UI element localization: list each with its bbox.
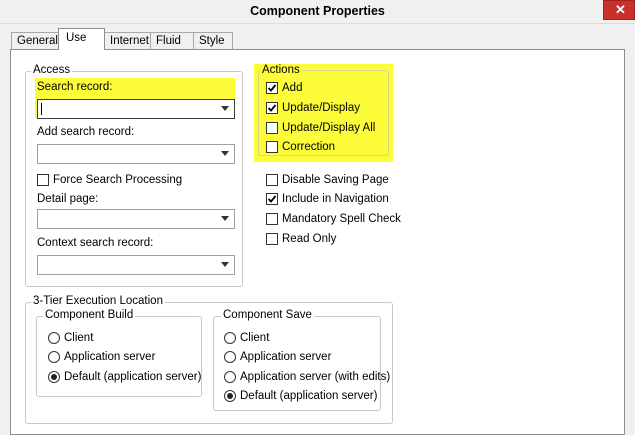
actions-legend: Actions bbox=[262, 64, 300, 76]
save-client-label: Client bbox=[240, 332, 270, 344]
build-default-label: Default (application server) bbox=[64, 371, 202, 383]
component-build-legend: Component Build bbox=[45, 309, 134, 321]
check-icon bbox=[267, 83, 277, 93]
check-icon bbox=[267, 194, 277, 204]
text-caret bbox=[41, 103, 42, 115]
build-application-server-radio[interactable] bbox=[48, 351, 60, 363]
context-search-record-label: Context search record: bbox=[37, 237, 154, 249]
search-record-combo[interactable] bbox=[37, 99, 235, 119]
tab-internet[interactable] bbox=[104, 32, 151, 49]
check-icon bbox=[267, 103, 277, 113]
chevron-down-icon bbox=[221, 106, 229, 111]
access-legend: Access bbox=[33, 64, 71, 76]
update-display-label: Update/Display bbox=[282, 102, 360, 114]
tab-style-label: Style bbox=[199, 35, 225, 47]
read-only-checkbox[interactable] bbox=[266, 233, 278, 245]
correction-label: Correction bbox=[282, 141, 336, 153]
tab-internet-label: Internet bbox=[110, 35, 149, 47]
save-application-server-with-edits-radio[interactable] bbox=[224, 371, 236, 383]
correction-checkbox[interactable] bbox=[266, 141, 278, 153]
build-default-radio[interactable] bbox=[48, 371, 60, 383]
chevron-down-icon bbox=[221, 262, 229, 267]
save-application-server-radio[interactable] bbox=[224, 351, 236, 363]
radio-selected-dot bbox=[51, 374, 57, 380]
mandatory-spell-check-checkbox[interactable] bbox=[266, 213, 278, 225]
tab-general-label: General bbox=[17, 35, 58, 47]
include-in-navigation-label: Include in Navigation bbox=[282, 193, 389, 205]
build-client-radio[interactable] bbox=[48, 332, 60, 344]
add-search-record-combo[interactable] bbox=[37, 144, 235, 164]
save-client-radio[interactable] bbox=[224, 332, 236, 344]
context-search-record-combo[interactable] bbox=[37, 255, 235, 275]
add-search-record-label: Add search record: bbox=[37, 126, 135, 138]
chevron-down-icon bbox=[221, 151, 229, 156]
tab-general[interactable] bbox=[11, 32, 59, 49]
disable-saving-page-checkbox[interactable] bbox=[266, 174, 278, 186]
include-in-navigation-checkbox[interactable] bbox=[266, 193, 278, 205]
update-display-all-label: Update/Display All bbox=[282, 122, 376, 134]
read-only-label: Read Only bbox=[282, 233, 337, 245]
save-default-radio[interactable] bbox=[224, 390, 236, 402]
save-default-label: Default (application server) bbox=[240, 390, 378, 402]
build-client-label: Client bbox=[64, 332, 94, 344]
update-display-checkbox[interactable] bbox=[266, 102, 278, 114]
detail-page-label: Detail page: bbox=[37, 193, 99, 205]
search-record-label: Search record: bbox=[37, 81, 113, 93]
close-button[interactable] bbox=[603, 0, 635, 20]
tab-fluid[interactable] bbox=[150, 32, 194, 49]
window-title: Component Properties bbox=[250, 4, 385, 18]
chevron-down-icon bbox=[221, 216, 229, 221]
radio-selected-dot bbox=[227, 393, 233, 399]
tab-use[interactable] bbox=[58, 28, 105, 50]
tab-style[interactable] bbox=[193, 32, 233, 49]
component-save-legend: Component Save bbox=[223, 309, 312, 321]
add-label: Add bbox=[282, 82, 303, 94]
force-search-processing-checkbox[interactable] bbox=[37, 174, 49, 186]
disable-saving-page-label: Disable Saving Page bbox=[282, 174, 389, 186]
tab-fluid-label: Fluid bbox=[156, 35, 181, 47]
save-application-server-label: Application server bbox=[240, 351, 332, 363]
close-icon: ✕ bbox=[615, 2, 626, 17]
detail-page-combo[interactable] bbox=[37, 209, 235, 229]
update-display-all-checkbox[interactable] bbox=[266, 122, 278, 134]
execution-legend: 3-Tier Execution Location bbox=[33, 295, 163, 307]
add-checkbox[interactable] bbox=[266, 82, 278, 94]
force-search-processing-label: Force Search Processing bbox=[53, 174, 183, 186]
build-application-server-label: Application server bbox=[64, 351, 156, 363]
title-bar bbox=[0, 0, 635, 24]
mandatory-spell-check-label: Mandatory Spell Check bbox=[282, 213, 401, 225]
save-application-server-with-edits-label: Application server (with edits) bbox=[240, 371, 391, 383]
tab-panel-use bbox=[10, 49, 625, 435]
tab-use-label: Use bbox=[66, 32, 87, 44]
